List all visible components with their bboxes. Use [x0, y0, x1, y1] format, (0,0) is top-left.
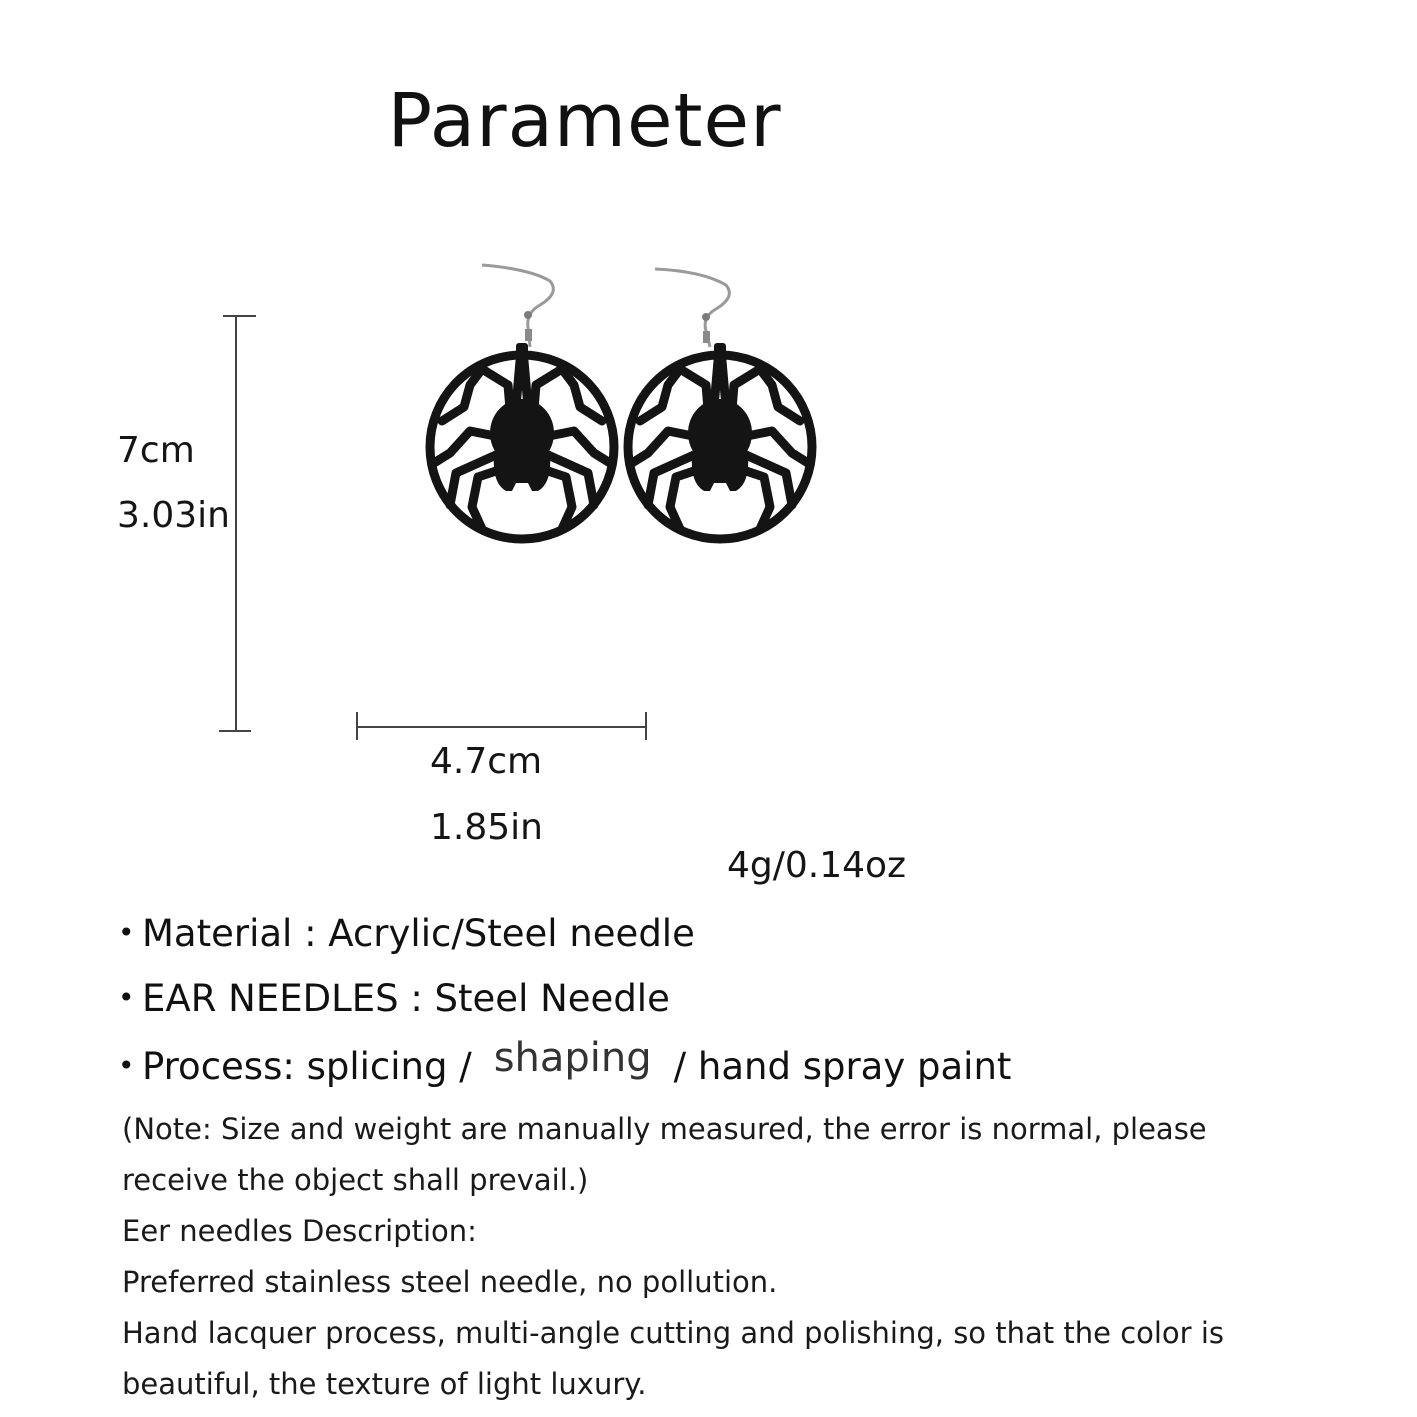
spec-process-highlight: shaping — [493, 1035, 652, 1081]
width-dimension-cap-right — [645, 712, 647, 740]
spec-process — [118, 1035, 1012, 1089]
spec-ear-needles — [118, 977, 670, 1020]
note-line: (Note: Size and weight are manually measured, the error is normal, please — [122, 1112, 1207, 1146]
height-dimension-line — [235, 316, 237, 730]
note-line: receive the object shall prevail.) — [122, 1163, 589, 1197]
spec-ear-needles-text: EAR NEEDLES : Steel Needle — [142, 977, 670, 1020]
bullet-icon: • — [118, 981, 135, 1014]
page-title: Parameter — [387, 78, 782, 164]
width-in-label: 1.85in — [430, 807, 543, 848]
note-line: beautiful, the texture of light luxury. — [122, 1367, 647, 1401]
height-dimension-cap-bottom — [219, 730, 251, 732]
spec-material-text: Material : Acrylic/Steel needle — [142, 912, 695, 955]
spec-process-prefix: Process: splicing / — [142, 1045, 472, 1088]
width-cm-label: 4.7cm — [430, 741, 543, 782]
note-line: Preferred stainless steel needle, no pollution. — [122, 1265, 778, 1299]
note-line: Eer needles Description: — [122, 1214, 477, 1248]
height-in-label: 3.03in — [117, 495, 230, 536]
height-cm-label: 7cm — [117, 430, 195, 471]
bullet-icon: • — [118, 1049, 135, 1082]
weight-label: 4g/0.14oz — [727, 845, 906, 886]
width-dimension-line — [357, 726, 646, 728]
spec-material — [118, 912, 695, 955]
bullet-icon: • — [118, 916, 135, 949]
note-line: Hand lacquer process, multi-angle cutting and polishing, so that the color is — [122, 1316, 1224, 1350]
height-dimension-cap-top — [223, 315, 256, 317]
product-image — [410, 255, 830, 559]
width-dimension-cap-left — [356, 712, 358, 740]
spec-process-suffix: / hand spray paint — [673, 1045, 1012, 1088]
